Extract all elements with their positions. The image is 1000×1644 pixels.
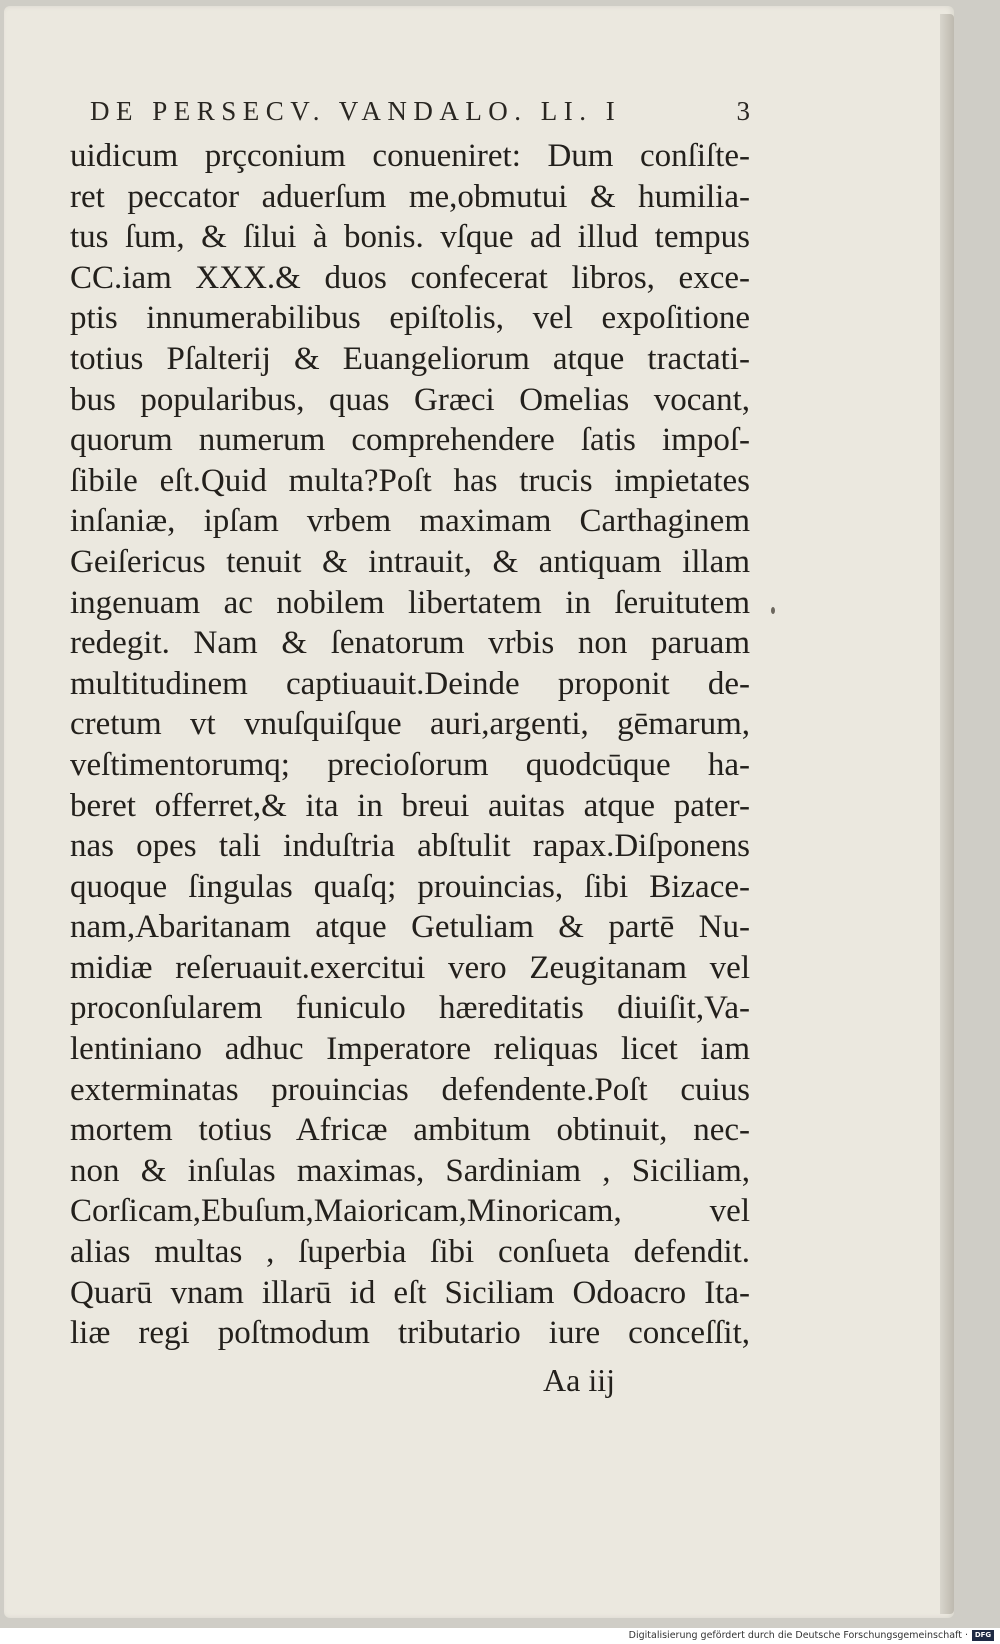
- text-line: quoque ſingulas quaſq; prouincias, ſibi Bizace-: [70, 868, 750, 905]
- text-line: proconſularem funiculo hæreditatis diuiſit,Va-: [70, 990, 750, 1027]
- text-line: midiæ reſeruauit.exercitui vero Zeugitanam vel: [70, 949, 750, 986]
- text-line: veſtimentorumq; precioſorum quodcūque ha-: [70, 746, 750, 783]
- text-line: ingenuam ac nobilem libertatem in ſeruitutem: [70, 584, 750, 621]
- page-fore-edge: [940, 14, 954, 1614]
- ink-speck: [771, 607, 775, 614]
- text-line: exterminatas prouincias defendente.Poſt cuius: [70, 1071, 750, 1108]
- text-line: nam,Abaritanam atque Getuliam & partē Nu-: [70, 909, 750, 946]
- funding-credit: Digitalisierung gefördert durch die Deutsche Forschungsgemeinschaft ·: [628, 1630, 968, 1641]
- running-head-title: DE PERSECV. VANDALO. LI. I: [90, 96, 622, 126]
- text-line: cretum vt vnuſquiſque auri,argenti, gēmarum,: [70, 706, 750, 743]
- signature-mark: Aa iij: [543, 1362, 615, 1398]
- text-line: Corſicam,Ebuſum,Maioricam,Minoricam, vel: [70, 1193, 750, 1230]
- text-line: bus popularibus, quas Græci Omelias vocant,: [70, 381, 750, 418]
- text-line: uidicum prçconium conueniret: Dum conſiſte-: [70, 138, 750, 174]
- running-head: [90, 96, 750, 127]
- text-line: redegit. Nam & ſenatorum vrbis non paruam: [70, 625, 750, 662]
- text-line: quorum numerum comprehendere ſatis impoſ-: [70, 422, 750, 459]
- text-line: totius Pſalterij & Euangeliorum atque tractati-: [70, 340, 750, 377]
- text-line: liæ regi poſtmodum tributario iure conceſſit,: [70, 1315, 750, 1352]
- text-line: mortem totius Africæ ambitum obtinuit, nec-: [70, 1112, 750, 1149]
- text-line: Geiſericus tenuit & intrauit, & antiquam illam: [70, 543, 750, 580]
- text-line: inſaniæ, ipſam vrbem maximam Carthaginem: [70, 503, 750, 540]
- text-line: ret peccator aduerſum me,obmutui & humilia-: [70, 178, 750, 215]
- folio-number: 3: [736, 96, 750, 126]
- text-line: nas opes tali induſtria abſtulit rapax.Diſponens: [70, 828, 750, 865]
- text-line: CC.iam XXX.& duos confecerat libros, exce-: [70, 259, 750, 296]
- text-line: ptis innumerabilibus epiſtolis, vel expoſitione: [70, 300, 750, 337]
- text-line: beret offerret,& ita in breui auitas atque pater-: [70, 787, 750, 824]
- text-line: multitudinem captiuauit.Deinde proponit de-: [70, 665, 750, 702]
- body-text: [70, 136, 760, 1354]
- text-line: ſibile eſt.Quid multa?Poſt has trucis impietates: [70, 462, 750, 499]
- dfg-logo-icon: DFG: [972, 1630, 994, 1641]
- text-line: lentiniano adhuc Imperatore reliquas licet iam: [70, 1031, 750, 1068]
- text-line: alias multas , ſuperbia ſibi conſueta defendit.: [70, 1234, 750, 1271]
- text-line: Quarū vnam illarū id eſt Siciliam Odoacro Ita-: [70, 1274, 750, 1311]
- text-line: non & inſulas maximas, Sardiniam , Siciliam,: [70, 1152, 750, 1189]
- text-line: tus ſum, & ſilui à bonis. vſque ad illud tempus: [70, 219, 750, 256]
